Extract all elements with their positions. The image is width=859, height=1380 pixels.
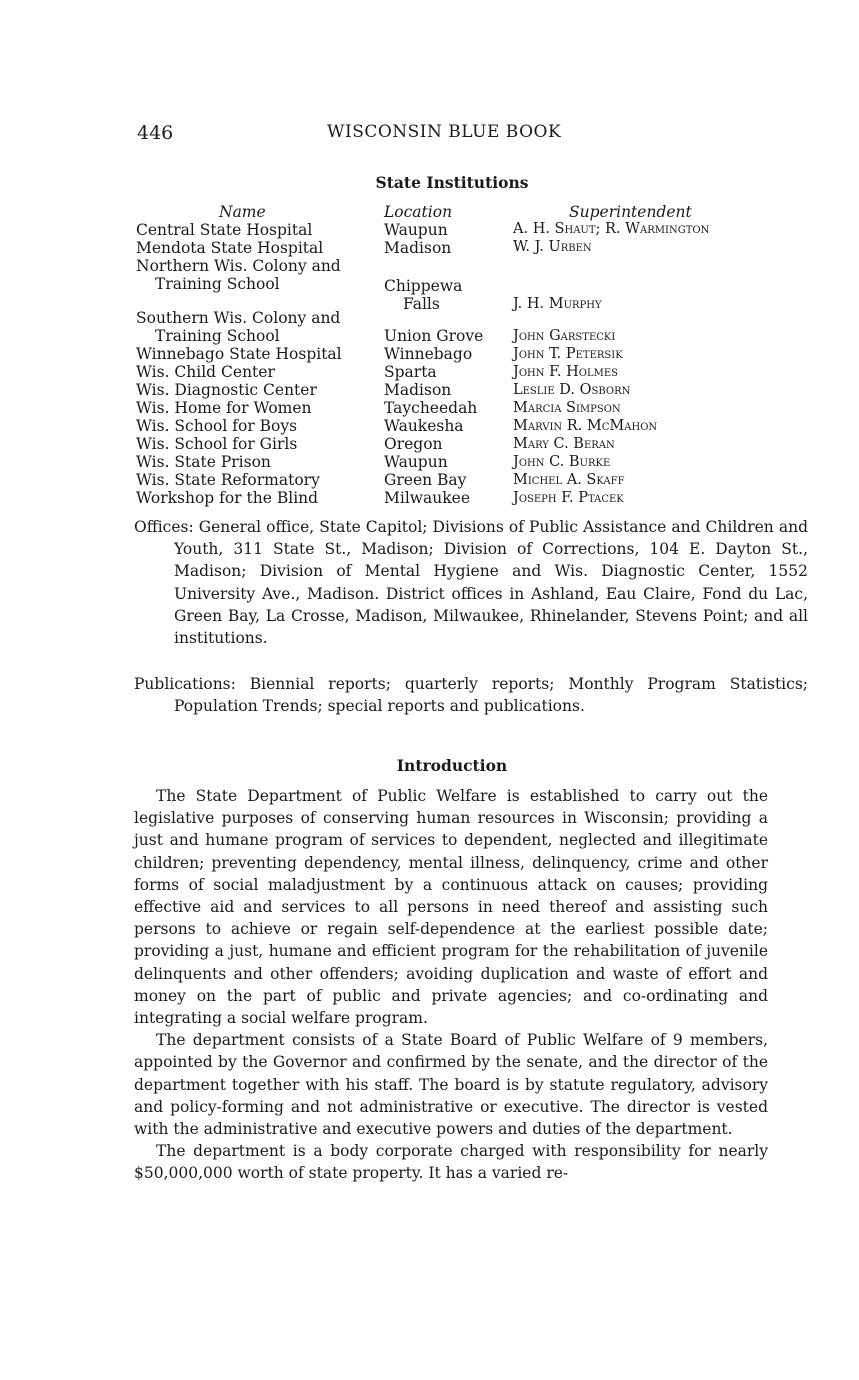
institution-superintendent: W. J. Urben [513,239,592,255]
institution-location: Milwaukee [384,489,471,507]
institution-name-cont: Training School [155,275,280,293]
institution-name: Central State Hospital [136,221,313,239]
institution-name: Wis. Diagnostic Center [136,381,317,399]
column-header-location: Location [384,203,453,221]
institution-location: Waupun [384,453,448,471]
institution-superintendent: Marvin R. McMahon [513,418,658,434]
institution-name: Southern Wis. Colony and [136,309,341,327]
introduction-title: Introduction [396,756,508,775]
institution-location: Union Grove [384,327,484,345]
institution-location: Winnebago [384,345,473,363]
intro-paragraph: The department consists of a State Board of Public Welfare of 9 members, appointed by the Governor and confirmed by the senate, and the director of the department together with his staff. The board is by statute regulatory, advisory and policy-forming and not administrative or executive. The director is vested with the administrative and executive powers and duties of the department. [134,1031,768,1139]
institution-superintendent: John T. Petersik [513,346,623,362]
intro-paragraph: The department is a body corporate charged with responsibility for nearly $50,000,000 worth of state property. It has a varied re- [134,1142,768,1183]
institution-location: Oregon [384,435,443,453]
institution-location-cont: Falls [403,295,440,313]
institution-name: Wis. State Prison [136,453,271,471]
institution-name: Winnebago State Hospital [136,345,342,363]
institution-location: Madison [384,239,452,257]
publications-paragraph: Publications: Biennial reports; quarterly reports; Monthly Program Statistics; Population Trends; special reports and publications. [134,675,808,716]
institution-superintendent: Joseph F. Ptacek [513,490,624,506]
institution-name: Wis. School for Girls [136,435,298,453]
institution-name: Mendota State Hospital [136,239,324,257]
institution-superintendent: Michel A. Skaff [513,472,625,488]
institution-name: Wis. Child Center [136,363,275,381]
institution-name: Workshop for the Blind [136,489,319,507]
institution-superintendent: John C. Burke [513,454,611,470]
institutions-title: State Institutions [375,173,529,192]
introduction-body [134,785,768,1185]
institution-superintendent: J. H. Murphy [513,296,602,312]
institution-superintendent: John Garstecki [513,328,616,344]
institution-superintendent: Mary C. Beran [513,436,615,452]
institution-name: Northern Wis. Colony and [136,257,341,275]
institution-name: Wis. Home for Women [136,399,312,417]
institution-superintendent: Leslie D. Osborn [513,382,631,398]
institution-location: Waukesha [384,417,464,435]
institution-location: Waupun [384,221,448,239]
institution-location: Madison [384,381,452,399]
institution-name: Wis. School for Boys [136,417,298,435]
column-header-superintendent: Superintendent [569,203,692,221]
institution-location: Chippewa [384,277,463,295]
institution-superintendent: Marcia Simpson [513,400,621,416]
institution-location: Taycheedah [384,399,478,417]
institution-name-cont: Training School [155,327,280,345]
institution-location: Sparta [384,363,437,381]
institution-superintendent: A. H. Shaut; R. Warmington [513,221,710,237]
institution-superintendent: John F. Holmes [513,364,618,380]
page-number: 446 [137,122,174,144]
offices-paragraph: Offices: General office, State Capitol; Divisions of Public Assistance and Children and Youth, 311 State St., Madison; Division of Corrections, 104 E. Dayton St., Madison; Division of Mental Hygiene and Wis. Diagnostic Center, 1552 University Ave., Madison. District offices in Ashland, Eau Claire, Fond du Lac, Green Bay, La Crosse, Madison, Milwaukee, Rhinelander, Stevens Point; and all institutions. [134,518,808,648]
institution-name: Wis. State Reformatory [136,471,320,489]
column-header-name: Name [219,203,266,221]
running-header: WISCONSIN BLUE BOOK [327,122,562,142]
intro-paragraph: The State Department of Public Welfare is established to carry out the legislative purposes of conserving human resources in Wisconsin; providing a just and humane program of services to dependent, neglected and illegitimate children; preventing dependency, mental illness, delinquency, crime and other forms of social maladjustment by a continuous attack on causes; providing effective aid and services to all persons in need thereof and assisting such persons to achieve or regain self-dependence at the earliest possible date; providing a just, humane and efficient program for the rehabilitation of juvenile delinquents and other offenders; avoiding duplication and waste of effort and money on the part of public and private agencies; and co-ordinating and integrating a social welfare program. [134,787,768,1028]
institution-location: Green Bay [384,471,467,489]
